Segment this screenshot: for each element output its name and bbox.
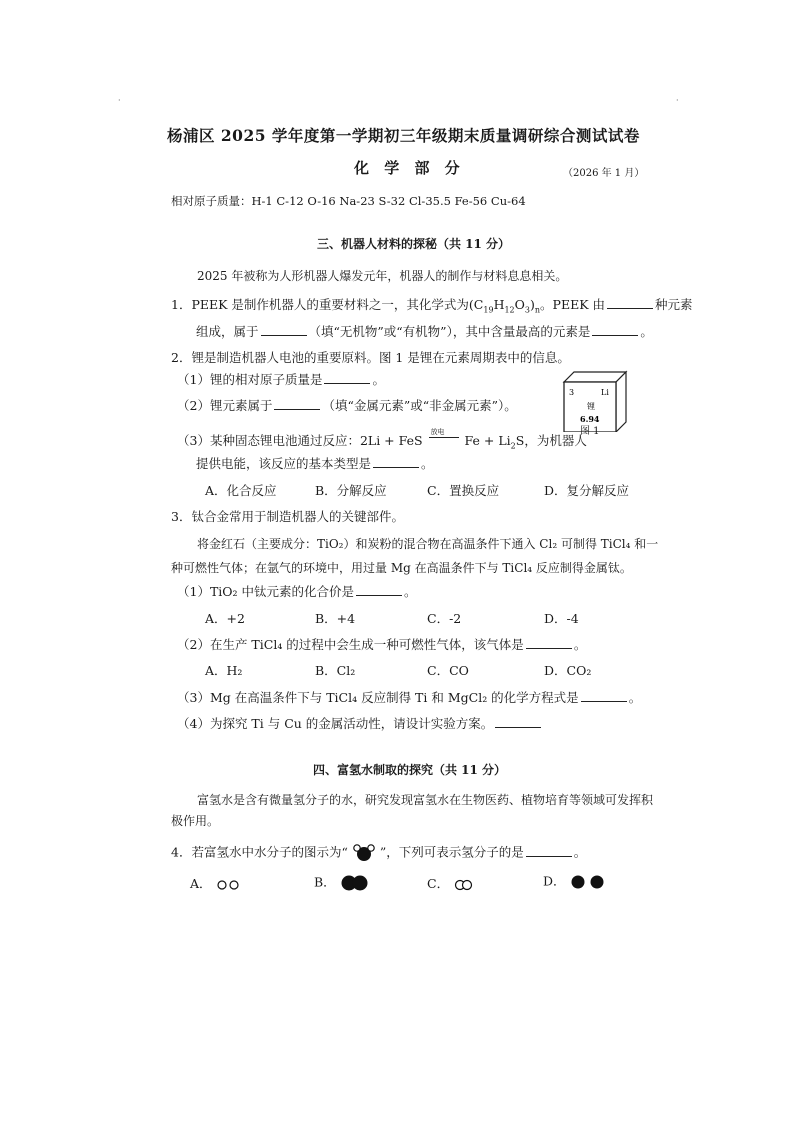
exam-date: （2026 年 1 月） — [563, 168, 645, 179]
two-solid-circles-separate-icon — [570, 873, 606, 891]
atomic-masses: 相对原子质量：H-1 C-12 O-16 Na-23 S-32 Cl-35.5 Fe-56 Cu-64 — [171, 194, 526, 208]
q2-option-d[interactable]: D．复分解反应 — [544, 483, 630, 498]
q3-blank-valence[interactable] — [356, 585, 402, 596]
q3-stem: 3．钛合金常用于制造机器人的关键部件。 — [171, 509, 404, 524]
q3-para2: 种可燃性气体；在氩气的环境中，用过量 Mg 在高温条件下与 TiCl₄ 反应制得金属钛。 — [171, 561, 632, 575]
section4-intro-line1: 富氢水是含有微量氢分子的水，研究发现富氢水在生物医药、植物培育等领域可发挥积 — [197, 793, 654, 807]
scan-mark: · — [676, 96, 679, 105]
q3p2-option-b[interactable]: B．Cl₂ — [315, 663, 356, 678]
q3-part2: （2）在生产 TiCl₄ 的过程中会生成一种可燃性气体，该气体是 。 — [177, 637, 587, 652]
element-symbol: Li — [601, 388, 609, 397]
q2-part3-line2: 提供电能，该反应的基本类型是 。 — [196, 456, 434, 471]
lithium-element-cube — [560, 368, 632, 432]
q2-option-b[interactable]: B．分解反应 — [315, 483, 387, 498]
subject-title: 化 学 部 分 — [354, 159, 465, 177]
section4-heading: 四、富氢水制取的探究（共 11 分） — [313, 763, 507, 777]
q3-part4: （4）为探究 Ti 与 Cu 的金属活动性，请设计实验方案。 — [177, 716, 543, 732]
two-hollow-circles-icon — [216, 879, 242, 891]
q1-blank-elements[interactable] — [607, 298, 653, 309]
q4-option-a[interactable]: A． — [190, 876, 242, 892]
scan-mark: · — [118, 96, 121, 105]
q3-para1: 将金红石（主要成分：TiO₂）和炭粉的混合物在高温条件下通入 Cl₂ 可制得 TiCl₄ 和一 — [197, 537, 659, 551]
figure-caption: 图 1 — [580, 426, 600, 437]
q1-line2: 组成，属于 （填“无机物”或“有机物”），其中含量最高的元素是 。 — [196, 324, 653, 339]
q2-blank-reaction-type[interactable] — [373, 457, 419, 468]
q4-option-c[interactable]: C． — [427, 876, 475, 892]
q4-blank-answer[interactable] — [526, 846, 572, 857]
q4-option-d[interactable]: D． — [543, 873, 606, 891]
section3-intro: 2025 年被称为人形机器人爆发元年，机器人的制作与材料息息相关。 — [197, 269, 568, 283]
q2-blank-mass[interactable] — [324, 373, 370, 384]
q3p1-option-c[interactable]: C．-2 — [427, 611, 462, 626]
q3-blank-gas[interactable] — [526, 638, 572, 649]
atomic-number: 3 — [569, 388, 575, 397]
element-mass: 6.94 — [580, 414, 600, 424]
two-hollow-circles-joined-icon — [453, 879, 475, 891]
q3p1-option-d[interactable]: D．-4 — [544, 611, 579, 626]
q3p1-option-b[interactable]: B．+4 — [315, 611, 356, 626]
q1-blank-class[interactable] — [261, 325, 307, 336]
q4-option-b[interactable]: B． — [314, 874, 370, 892]
reaction-arrow: 放电 — [427, 429, 461, 445]
q1-line1: 1．PEEK 是制作机器人的重要材料之一，其化学式为$(C_{19}H_{12}O_3)_n$。PEEK 由 种元素 — [171, 297, 693, 315]
section3-heading: 三、机器人材料的探秘（共 11 分） — [317, 237, 511, 251]
q2-part2: （2）锂元素属于 （填“金属元素”或“非金属元素”）。 — [177, 398, 517, 413]
q3p2-option-d[interactable]: D．CO₂ — [544, 663, 592, 678]
exam-title: 杨浦区 2025 学年度第一学期初三年级期末质量调研综合测试试卷 — [167, 126, 640, 145]
q2-part1: （1）锂的相对原子质量是 。 — [177, 372, 385, 387]
q2-option-a[interactable]: A．化合反应 — [205, 483, 277, 498]
q2-blank-type[interactable] — [274, 399, 320, 410]
element-name: 锂 — [587, 402, 595, 411]
q3p1-option-a[interactable]: A．+2 — [205, 611, 245, 626]
q3p2-option-a[interactable]: A．H₂ — [205, 663, 243, 678]
q3-blank-experiment[interactable] — [495, 717, 541, 728]
section4-intro-line2: 极作用。 — [171, 814, 220, 828]
q3-part1: （1）TiO₂ 中钛元素的化合价是 。 — [177, 584, 417, 599]
q2-option-c[interactable]: C．置换反应 — [427, 483, 500, 498]
two-solid-circles-joined-icon — [340, 874, 370, 892]
q3p2-option-c[interactable]: C．CO — [427, 663, 469, 678]
q4-stem: 4．若富氢水中水分子的图示为“ ”，下列可表示氢分子的是 。 — [171, 843, 586, 863]
q1-blank-element[interactable] — [592, 325, 638, 336]
water-molecule-icon — [352, 843, 376, 863]
q2-part3: （3）某种固态锂电池通过反应：2Li + FeS 放电 $Fe + Li_2S$，为机器人 — [177, 428, 587, 451]
q2-stem: 2．锂是制造机器人电池的重要原料。图 1 是锂在元素周期表中的信息。 — [171, 350, 570, 365]
q3-blank-equation[interactable] — [581, 691, 627, 702]
q3-part3: （3）Mg 在高温条件下与 TiCl₄ 反应制得 Ti 和 MgCl₂ 的化学方程式是 。 — [177, 690, 642, 705]
